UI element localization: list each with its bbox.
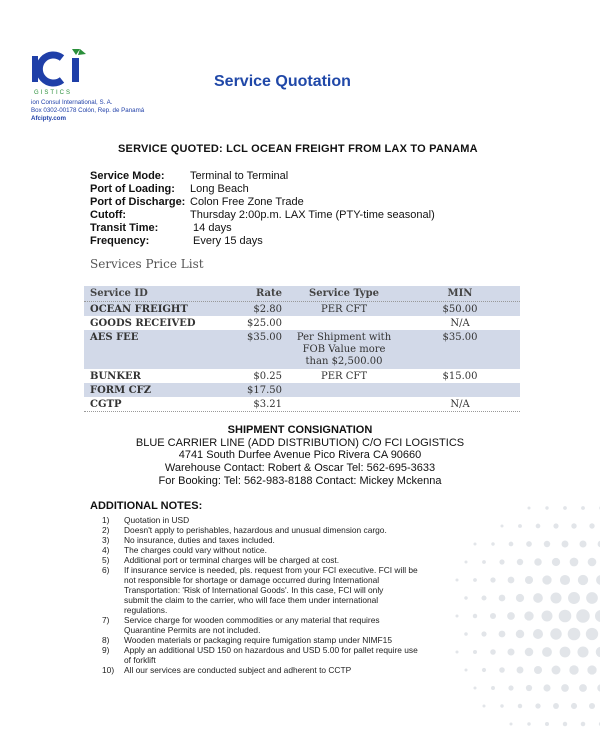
min: $50.00 bbox=[442, 304, 478, 315]
note-number: 1) bbox=[102, 515, 110, 525]
decorative-dot bbox=[578, 575, 588, 585]
decorative-dot bbox=[500, 704, 503, 707]
decorative-dot bbox=[525, 576, 533, 584]
decorative-dot bbox=[510, 723, 513, 726]
detail-label: Service Mode: bbox=[90, 170, 165, 182]
detail-row bbox=[90, 183, 435, 196]
rate: $0.25 bbox=[253, 371, 282, 382]
decorative-dot bbox=[465, 669, 468, 672]
note-number: 10) bbox=[102, 665, 115, 675]
note-line: If insurance service is needed, pls. request from your FCI executive. FCI will be bbox=[124, 565, 418, 575]
detail-label: Transit Time: bbox=[90, 222, 159, 234]
note-item bbox=[102, 645, 418, 665]
consignation-line: Warehouse Contact: Robert & Oscar Tel: 562-695-3633 bbox=[164, 462, 436, 475]
service-id: CGTP bbox=[90, 399, 122, 410]
detail-row bbox=[90, 196, 435, 209]
decorative-dot bbox=[483, 705, 486, 708]
price-list-title: Services Price List bbox=[90, 257, 204, 271]
min: N/A bbox=[450, 318, 470, 329]
decorative-dot bbox=[491, 542, 494, 545]
note-item bbox=[102, 665, 418, 675]
note-number: 2) bbox=[102, 525, 110, 535]
decorative-dot bbox=[481, 595, 486, 600]
service-details bbox=[90, 170, 435, 248]
decorative-dot bbox=[581, 722, 586, 727]
decorative-dot bbox=[561, 684, 569, 692]
note-line: Quotation in USD bbox=[124, 515, 190, 525]
service-id: FORM CFZ bbox=[90, 385, 152, 396]
company-website[interactable]: Afcipty.com bbox=[31, 115, 66, 122]
detail-row bbox=[90, 222, 435, 235]
decorative-dot bbox=[589, 523, 594, 528]
table-header-row bbox=[84, 286, 520, 302]
decorative-dot bbox=[587, 665, 596, 674]
note-line: regulations. bbox=[124, 605, 168, 615]
service-id: GOODS RECEIVED bbox=[90, 318, 196, 329]
note-number: 7) bbox=[102, 615, 110, 625]
decorative-dot bbox=[560, 575, 570, 585]
detail-label: Port of Discharge: bbox=[90, 196, 186, 208]
service-id: AES FEE bbox=[90, 332, 139, 343]
note-number: 9) bbox=[102, 645, 110, 655]
note-item bbox=[102, 535, 418, 545]
note-item bbox=[102, 515, 418, 525]
note-line: not responsible for shortage or damage occurred during International bbox=[124, 575, 380, 585]
note-item bbox=[102, 565, 418, 615]
rate: $25.00 bbox=[247, 318, 282, 329]
decorative-dot bbox=[456, 615, 459, 618]
note-line: Wooden materials or packaging require fumigation stamp under NIMF15 bbox=[124, 635, 392, 645]
decorative-dot bbox=[586, 628, 598, 640]
column-header: MIN bbox=[447, 288, 473, 299]
decorative-dot bbox=[589, 703, 595, 709]
note-line: Apply an additional USD 150 on hazardous and USD 5.00 for pallet require use bbox=[124, 645, 418, 655]
decorative-dot bbox=[560, 647, 571, 658]
detail-value: Every 15 days bbox=[190, 235, 263, 247]
note-number: 4) bbox=[102, 545, 110, 555]
decorative-dot bbox=[559, 610, 572, 623]
decorative-dot bbox=[577, 646, 588, 657]
decorative-dot bbox=[524, 611, 533, 620]
decorative-dot bbox=[517, 559, 523, 565]
rate: $2.80 bbox=[253, 304, 282, 315]
decorative-dot bbox=[579, 684, 587, 692]
company-name: ion Consul International, S. A. bbox=[31, 99, 113, 106]
detail-value: Long Beach bbox=[190, 183, 249, 195]
decorative-dot bbox=[490, 577, 495, 582]
decorative-dot bbox=[552, 558, 560, 566]
page-title: Service Quotation bbox=[214, 73, 351, 90]
decorative-dot bbox=[482, 668, 486, 672]
decorative-dot bbox=[456, 651, 459, 654]
decorative-dot bbox=[568, 628, 581, 641]
notes-list bbox=[102, 515, 418, 675]
decorative-dot bbox=[517, 667, 524, 674]
service-type: PER CFT bbox=[321, 371, 367, 382]
note-item bbox=[102, 545, 418, 555]
decorative-dot bbox=[595, 610, 600, 622]
service-id: OCEAN FREIGHT bbox=[90, 304, 188, 315]
service-id: BUNKER bbox=[90, 371, 141, 382]
decorative-dot bbox=[481, 631, 486, 636]
decorative-dot bbox=[596, 575, 600, 585]
decorative-dot bbox=[568, 592, 580, 604]
decorative-dot bbox=[507, 612, 515, 620]
note-line: Doesn't apply to perishables, hazardous and unusual dimension cargo. bbox=[124, 525, 387, 535]
note-line: All our services are conducted subject and adherent to CCTP bbox=[124, 665, 352, 675]
decorative-dot bbox=[542, 611, 553, 622]
note-line: The charges could vary without notice. bbox=[124, 545, 267, 555]
min: $15.00 bbox=[442, 371, 478, 382]
decorative-dot bbox=[526, 685, 532, 691]
table-row bbox=[84, 330, 520, 369]
detail-label: Frequency: bbox=[90, 235, 150, 247]
decorative-dot bbox=[482, 560, 486, 564]
decorative-dot bbox=[473, 650, 477, 654]
detail-row bbox=[90, 170, 435, 183]
decorative-dot bbox=[518, 704, 522, 708]
note-item bbox=[102, 635, 418, 645]
table-row bbox=[84, 397, 520, 412]
rate: $17.50 bbox=[247, 385, 282, 396]
detail-label: Cutoff: bbox=[90, 209, 127, 221]
decorative-dot bbox=[579, 540, 586, 547]
decorative-dot bbox=[508, 685, 513, 690]
note-number: 8) bbox=[102, 635, 110, 645]
note-line: Transportation: 'Risk of International Goods'. In this case, FCI will only bbox=[124, 585, 384, 595]
decorative-dot bbox=[499, 631, 506, 638]
note-line: of forklift bbox=[124, 655, 156, 665]
decorative-dot bbox=[534, 666, 542, 674]
decorative-dot bbox=[490, 613, 496, 619]
decorative-dot bbox=[501, 525, 504, 528]
decorative-dot bbox=[544, 541, 550, 547]
decorative-dot bbox=[550, 592, 561, 603]
decorative-dot bbox=[562, 541, 569, 548]
table-row bbox=[84, 316, 520, 330]
detail-row bbox=[90, 235, 435, 248]
note-item bbox=[102, 615, 418, 635]
consignation-heading: SHIPMENT CONSIGNATION bbox=[227, 424, 373, 436]
table-row bbox=[84, 383, 520, 397]
detail-value: Thursday 2:00p.m. LAX Time (PTY-time seasonal) bbox=[190, 209, 435, 221]
note-item bbox=[102, 525, 418, 535]
decorative-dot bbox=[535, 703, 540, 708]
decorative-dot bbox=[570, 558, 579, 567]
decorative-dot bbox=[586, 592, 598, 604]
decorative-dot bbox=[581, 506, 585, 510]
decorative-dot bbox=[491, 686, 495, 690]
decorative-dot bbox=[588, 558, 597, 567]
rate: $3.21 bbox=[253, 399, 282, 410]
service-type: PER CFT bbox=[321, 304, 367, 315]
decorative-dot bbox=[534, 558, 541, 565]
decorative-dot bbox=[499, 595, 506, 602]
decorative-dot bbox=[516, 594, 524, 602]
detail-value: Terminal to Terminal bbox=[190, 170, 289, 182]
decorative-dot bbox=[464, 596, 467, 599]
consignation-line: 4741 South Durfee Avenue Pico Rivera CA 90660 bbox=[178, 449, 422, 462]
decorative-dot bbox=[508, 577, 515, 584]
min: $35.00 bbox=[442, 332, 478, 343]
company-info bbox=[31, 99, 144, 123]
decorative-dot bbox=[499, 559, 504, 564]
decorative-dot bbox=[533, 629, 543, 639]
decorative-dot bbox=[507, 648, 514, 655]
decorative-dot bbox=[509, 542, 514, 547]
decorative-dot bbox=[533, 593, 543, 603]
note-line: Quarantine Permits are not included. bbox=[124, 625, 261, 635]
note-number: 3) bbox=[102, 535, 110, 545]
decorative-dot bbox=[553, 523, 558, 528]
dotted-decoration bbox=[420, 480, 600, 730]
column-header: Service ID bbox=[90, 288, 148, 299]
consignation-line: BLUE CARRIER LINE (ADD DISTRIBUTION) C/O FCI LOGISTICS bbox=[135, 436, 465, 449]
consignation-line: For Booking: Tel: 562-983-8188 Contact: Mickey Mckenna bbox=[158, 474, 442, 487]
note-number: 5) bbox=[102, 555, 110, 565]
note-line: Additional port or terminal charges will be charged at cost. bbox=[124, 555, 340, 565]
note-line: No insurance, duties and taxes included. bbox=[124, 535, 275, 545]
decorative-dot bbox=[473, 578, 477, 582]
decorative-dot bbox=[552, 666, 561, 675]
detail-value: Colon Free Zone Trade bbox=[190, 196, 304, 208]
notes-heading: ADDITIONAL NOTES: bbox=[90, 500, 203, 512]
table-row bbox=[84, 302, 520, 316]
decorative-dot bbox=[542, 575, 551, 584]
decorative-dot bbox=[474, 687, 477, 690]
decorative-dot bbox=[474, 543, 477, 546]
fci-logo bbox=[32, 48, 92, 88]
decorative-dot bbox=[525, 648, 534, 657]
decorative-dot bbox=[563, 506, 567, 510]
decorative-dot bbox=[553, 703, 559, 709]
table-row bbox=[84, 369, 520, 383]
decorative-dot bbox=[563, 722, 567, 726]
decorative-dot bbox=[571, 703, 577, 709]
decorative-dot bbox=[543, 684, 550, 691]
company-address: Box 0302-00178 Colón, Rep. de Panamá bbox=[31, 107, 145, 114]
logo-subtitle: GISTICS bbox=[34, 90, 73, 96]
decorative-dot bbox=[473, 614, 477, 618]
decorative-dot bbox=[576, 609, 590, 623]
shipment-consignation bbox=[0, 424, 600, 488]
decorative-dot bbox=[550, 628, 561, 639]
note-line: Service charge for wooden commodities or any material that requires bbox=[124, 615, 380, 625]
rate: $35.00 bbox=[247, 332, 282, 343]
decorative-dot bbox=[464, 632, 468, 636]
detail-value: 14 days bbox=[190, 222, 232, 234]
price-table bbox=[84, 286, 520, 412]
note-line: submit the claim to the carrier, who will face them under international bbox=[124, 595, 379, 605]
decorative-dot bbox=[545, 506, 548, 509]
detail-label: Port of Loading: bbox=[90, 183, 175, 195]
decorative-dot bbox=[596, 647, 600, 658]
decorative-dot bbox=[569, 665, 578, 674]
decorative-dot bbox=[490, 649, 496, 655]
detail-row bbox=[90, 209, 435, 222]
note-item bbox=[102, 555, 418, 565]
decorative-dot bbox=[527, 722, 530, 725]
column-header: Rate bbox=[255, 288, 282, 299]
column-header: Service Type bbox=[309, 288, 379, 299]
decorative-dot bbox=[528, 507, 531, 510]
service-quoted-heading: SERVICE QUOTED: LCL OCEAN FREIGHT FROM LAX TO PANAMA bbox=[118, 143, 478, 155]
decorative-dot bbox=[571, 523, 576, 528]
min: N/A bbox=[450, 399, 470, 410]
decorative-dot bbox=[516, 630, 524, 638]
decorative-dot bbox=[536, 524, 541, 529]
decorative-dot bbox=[545, 722, 549, 726]
decorative-dot bbox=[518, 524, 522, 528]
decorative-dot bbox=[456, 579, 459, 582]
decorative-dot bbox=[465, 561, 468, 564]
decorative-dot bbox=[542, 647, 552, 657]
note-number: 6) bbox=[102, 565, 110, 575]
decorative-dot bbox=[526, 541, 532, 547]
decorative-dot bbox=[499, 667, 505, 673]
service-type: Per Shipment with FOB Value more than $2,500.00 bbox=[296, 332, 392, 367]
